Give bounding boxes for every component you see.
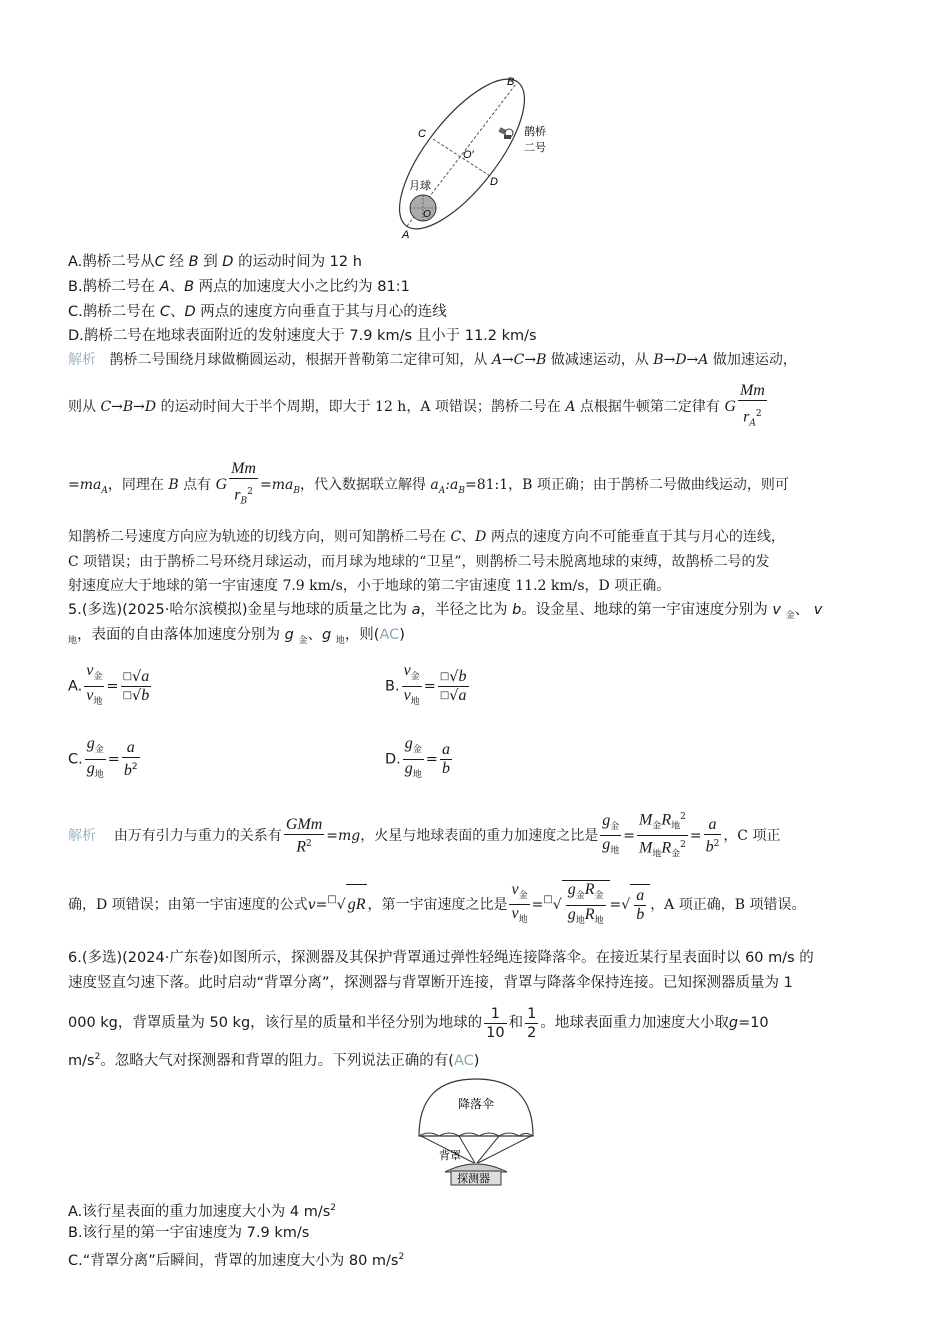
q5-solution-line-1: 解析 由万有引力与重力的关系有 $\frac{\text{GMm}}{R^2}$ =mg，火星与地球表面的重力加速度之比是 $\frac{g_金}{g_地}$ = $\frac{M_金R_地^2}{M_地R_金^2}$ = $\frac{a}{b^2}$ ，C 项正 [68, 808, 780, 864]
label-backshell: 背罩 [439, 1150, 461, 1162]
label-D: D [490, 176, 498, 188]
q6-answer: AC [453, 1052, 474, 1069]
label-parachute: 降落伞 [458, 1097, 495, 1111]
label-moon: 月球 [409, 180, 431, 192]
label-A: A [402, 229, 410, 241]
q4-solution-line-2: 则从 C→B→D 的运动时间大于半个周期，即大于 12 h，A 项错误；鹊桥二号在 A 点根据牛顿第二定律有 G $\frac{Mm}{r_A^2}$ [68, 382, 769, 432]
q4-option-c: C.鹊桥二号在 C、D 两点的速度方向垂直于其与月心的连线 [68, 304, 447, 320]
q6-option-a: A.该行星表面的重力加速度大小为 4 $m/s^2$ [68, 1203, 337, 1220]
q5-option-c: C. $\frac{g_金}{g_地}$ = $\frac{a}{b^2}$ [68, 735, 138, 780]
q6-stem-line-4: $m/s^2$。忽略大气对探测器和背罩的阻力。下列说法正确的有(AC) [68, 1052, 480, 1069]
minor-axis [433, 139, 490, 176]
parachute-diagram [415, 1076, 537, 1188]
label-B: B [507, 76, 515, 88]
q6-stem-line-2: 速度竖直匀速下落。此时启动“背罩分离”，探测器与背罩断开连接，背罩与降落伞保持连接。已知探测器质量为 1 [68, 975, 793, 991]
q4-solution-line-6: 射速度应大于地球的第一宇宙速度 7.9 km/s，小于地球的第二宇宙速度 11.2 km/s，D 项正确。 [68, 578, 671, 594]
satellite-icon [498, 127, 513, 139]
label-C: C [418, 128, 426, 140]
label-O: O [423, 209, 431, 220]
q5-answer: AC [379, 627, 400, 643]
q5-option-a: A. $\frac{v_金}{v_地}$ = $\frac{^□√a}{^□√b}$ [68, 662, 150, 707]
q4-solution-line-5: C 项错误；由于鹊桥二号环绕月球运动，而月球为地球的“卫星”，则鹊桥二号未脱离地球的束缚，故鹊桥二号的发 [68, 554, 770, 570]
label-sat-2: 二号 [524, 142, 546, 154]
q6-stem-line-1: 6.(多选)(2024·广东卷)如图所示，探测器及其保护背罩通过弹性轻绳连接降落伞。在接近某行星表面时以 60 m/s 的 [68, 950, 814, 966]
q5-option-d: D. $\frac{g_金}{g_地}$ = $\frac{a}{b}$ [385, 735, 450, 780]
q4-solution-line-3: $=ma_A$，同理在 B 点有 G $\frac{Mm}{r_B^2}$ $=ma_B$，代入数据联立解得 $a_A:a_B=81:1$，B 项正确；由于鹊桥二号做曲线运动，则可 [68, 460, 789, 510]
q4-option-a: A.鹊桥二号从C 经 B 到 D 的运动时间为 12 h [68, 254, 362, 270]
q4-solution-tag: 解析 [68, 352, 96, 368]
orbit-diagram [395, 72, 560, 242]
label-sat-1: 鹊桥 [524, 126, 546, 138]
label-probe: 探测器 [457, 1173, 490, 1185]
q6-option-c: C.“背罩分离”后瞬间，背罩的加速度大小为 80 $m/s^2$ [68, 1252, 405, 1269]
q4-solution-line-1: 解析 鹊桥二号围绕月球做椭圆运动，根据开普勒第二定律可知，从 A→C→B 做减速运动，从 B→D→A 做加速运动， [68, 352, 797, 368]
fraction-Mm-rA2: $\frac{Mm}{r_A^2}$ [739, 382, 765, 429]
q5-solution-tag: 解析 [68, 827, 96, 844]
q5-option-b: B. $\frac{v_金}{v_地}$ = $\frac{^□√b}{^□√a}$ [385, 662, 467, 707]
q4-option-d: D.鹊桥二号在地球表面附近的发射速度大于 7.9 km/s 且小于 11.2 km/s [68, 328, 537, 344]
label-O1: O′ [463, 149, 474, 161]
q6-option-b: B.该行星的第一宇宙速度为 7.9 km/s [68, 1225, 310, 1241]
q4-solution-line-4: 知鹊桥二号速度方向应为轨迹的切线方向，则可知鹊桥二号在 C、D 两点的速度方向不可能垂直于其与月心的连线， [68, 529, 785, 545]
q6-stem-line-3: 000 kg，背罩质量为 50 kg，该行星的质量和半径分别为地球的 $\frac{1}{10}$ 和 $\frac{1}{2}$ 。地球表面重力加速度大小取g=10 [68, 1005, 769, 1041]
q5-solution-line-2: 确，D 项错误；由第一宇宙速度的公式v=□√ gR ，第一宇宙速度之比是 $\frac{v_金}{v_地}$ =□√ $\frac{g_金R_金}{g_地R_地}$ =√ $\frac{a}{b}$ ，A 项正确，B 项错误。 [68, 880, 806, 930]
q5-stem-line-2: $_地$，表面的自由落体加速度分别为 g $_金$、g $_地$，则(AC) [68, 627, 405, 646]
q5-stem-line-1: 5.(多选)(2025·哈尔滨模拟)金星与地球的质量之比为 a，半径之比为 b。设金星、地球的第一宇宙速度分别为 v $_金$、 v [68, 602, 823, 621]
fraction-Mm-rB2: $\frac{Mm}{r_B^2}$ [231, 460, 256, 507]
q4-option-b: B.鹊桥二号在 A、B 两点的加速度大小之比约为 81:1 [68, 279, 410, 295]
